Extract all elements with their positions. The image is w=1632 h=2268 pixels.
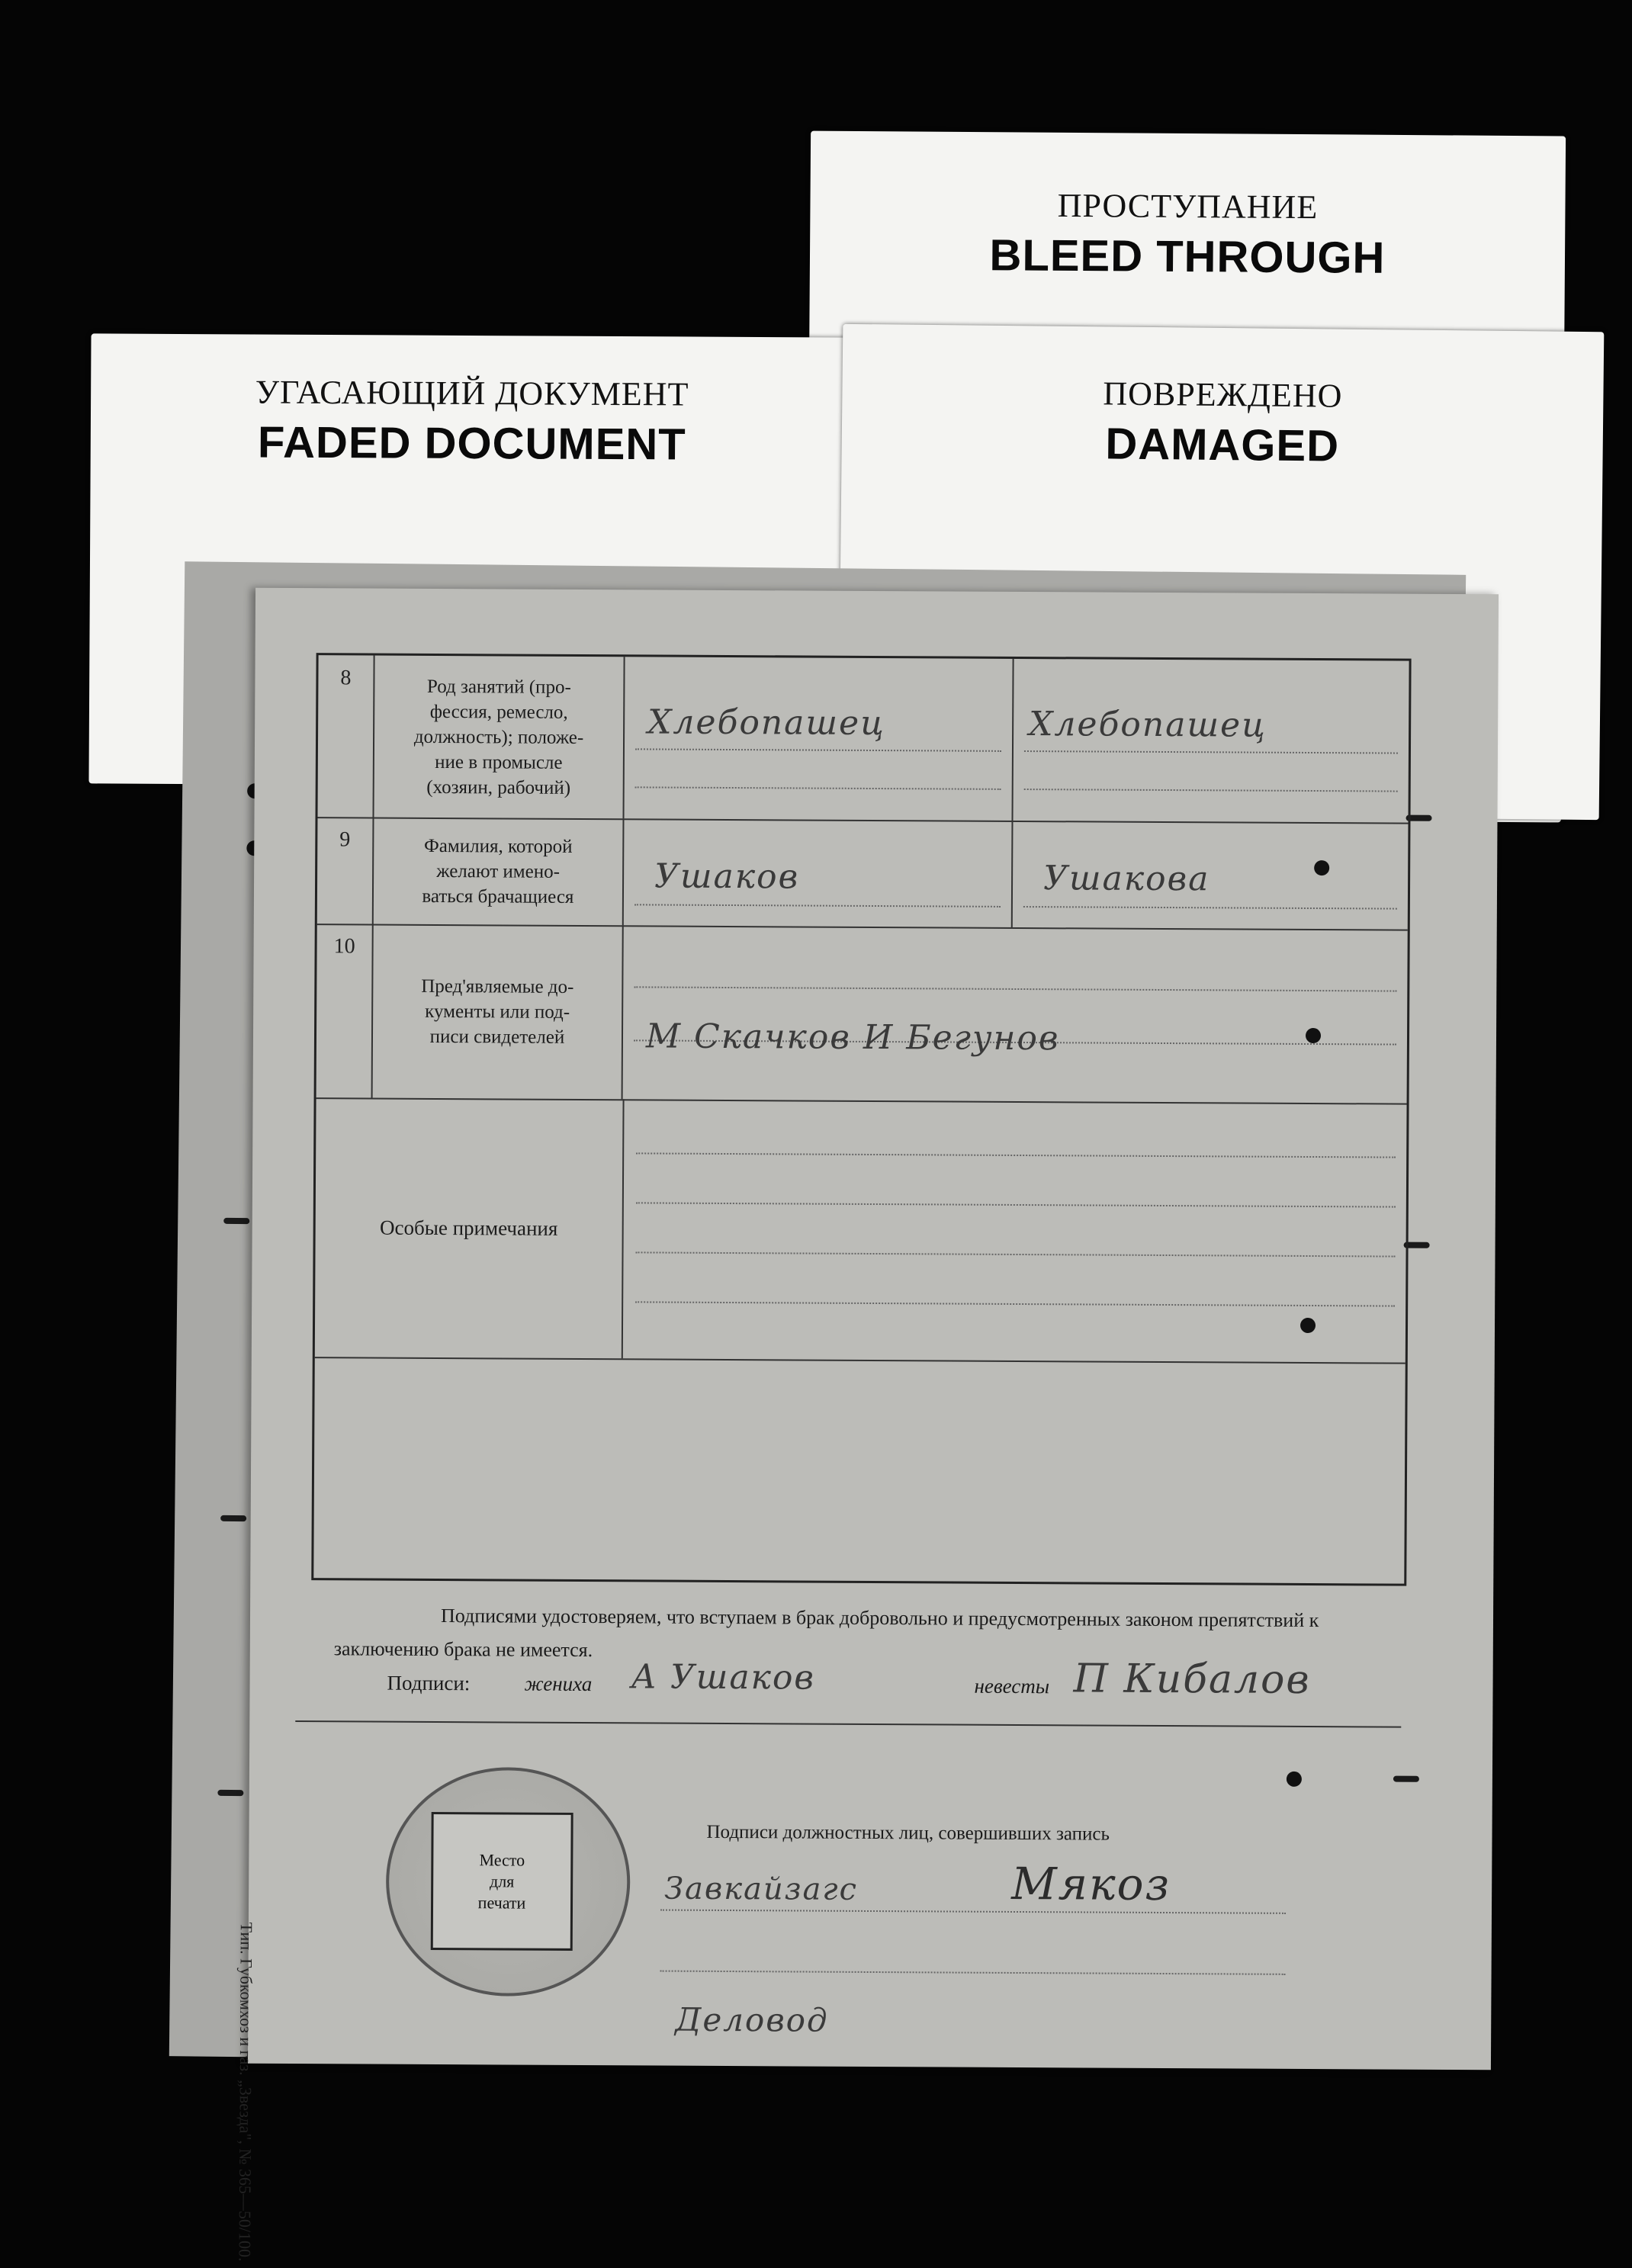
row-remarks <box>315 1097 1407 1364</box>
official2-title: Деловод <box>675 2000 829 2039</box>
row-label: Пред'являемые до- кументы или под- писи свидетелей <box>371 924 624 1100</box>
row-label: Род занятий (про- фессия, ремесло, должность); положе- ние в промысле (хозяин, рабочий) <box>373 656 625 819</box>
dotted-line <box>660 1910 1286 1914</box>
dotted-line <box>634 986 1396 991</box>
punch-hole <box>1287 1772 1302 1787</box>
row-surname <box>317 817 1409 930</box>
row-number: 8 <box>340 666 352 690</box>
bride-signature: П Кибалов <box>1073 1656 1311 1704</box>
official1-signature: Мякоз <box>1011 1857 1171 1911</box>
dotted-line <box>634 904 1001 908</box>
marriage-record-page <box>235 588 1499 2262</box>
damaged-ru: ПОВРЕЖДЕНО <box>1103 374 1343 415</box>
row-number: 10 <box>333 934 355 959</box>
dotted-line <box>1023 906 1397 910</box>
binding-tear <box>220 1515 246 1521</box>
row-occupation <box>317 655 1409 824</box>
bride-occupation-cell <box>1013 659 1409 823</box>
dotted-line <box>636 1152 1396 1158</box>
declaration-text: Подписями удостоверяем, что вступаем в брак добровольно и предусмотренных законом препятствий к заключению брака не имеется. <box>333 1605 1319 1662</box>
groom-surname: Ушаков <box>654 856 800 897</box>
damaged-en: DAMAGED <box>1105 419 1340 471</box>
witnesses-cell <box>623 925 1408 1103</box>
dotted-line <box>636 1202 1396 1207</box>
signatures-prefix: Подписи: <box>387 1671 471 1695</box>
printer-imprint: Тип. Губкомхоз и газ. „Звезда", № 365—50/100. <box>235 1922 256 2262</box>
record-table <box>311 653 1411 1586</box>
groom-signature: А Ушаков <box>631 1657 816 1698</box>
bride-surname-cell <box>1013 821 1409 930</box>
bleed-through-en: BLEED THROUGH <box>989 230 1386 283</box>
faded-document-en: FADED DOCUMENT <box>257 417 686 470</box>
dotted-line <box>1024 789 1398 792</box>
binding-tear <box>217 1790 243 1796</box>
dotted-line <box>1024 750 1398 754</box>
dotted-line <box>635 1301 1395 1306</box>
row-documents <box>316 924 1408 1104</box>
dotted-line <box>635 786 1001 790</box>
binding-tear <box>1393 1776 1419 1782</box>
bleed-through-ru: ПРОСТУПАНИЕ <box>1057 186 1319 226</box>
dotted-line <box>660 1971 1286 1975</box>
witness-signatures: М Скачков И Бегунов <box>645 1017 1060 1059</box>
groom-label-text: жениха <box>524 1672 593 1696</box>
binding-tear <box>223 1218 249 1224</box>
groom-label <box>524 1672 592 1696</box>
row-label: Фамилия, которой желают имено- ваться брачащиеся <box>372 818 625 926</box>
dotted-line <box>635 748 1001 752</box>
section-divider <box>295 1720 1401 1728</box>
bride-label <box>974 1675 1049 1699</box>
dotted-line <box>636 1251 1396 1257</box>
official1-title: Завкайзагс <box>664 1871 859 1907</box>
faded-document-ru: УГАСАЮЩИЙ ДОКУМЕНТ <box>255 373 689 413</box>
official-seal <box>385 1767 631 1997</box>
stamp-box: Место для печати <box>431 1812 573 1951</box>
bride-surname: Ушакова <box>1042 859 1210 899</box>
remarks-label: Особые примечания <box>315 1097 625 1358</box>
bride-occupation: Хлебопашец <box>1029 705 1267 745</box>
officials-label: Подписи должностных лиц, совершивших запись <box>706 1821 1110 1845</box>
groom-occupation: Хлебопашец <box>647 702 886 744</box>
row-number: 9 <box>339 827 351 852</box>
groom-surname-cell <box>624 818 1014 927</box>
bride-label-text: невесты <box>974 1674 1050 1698</box>
groom-occupation-cell <box>624 657 1014 821</box>
